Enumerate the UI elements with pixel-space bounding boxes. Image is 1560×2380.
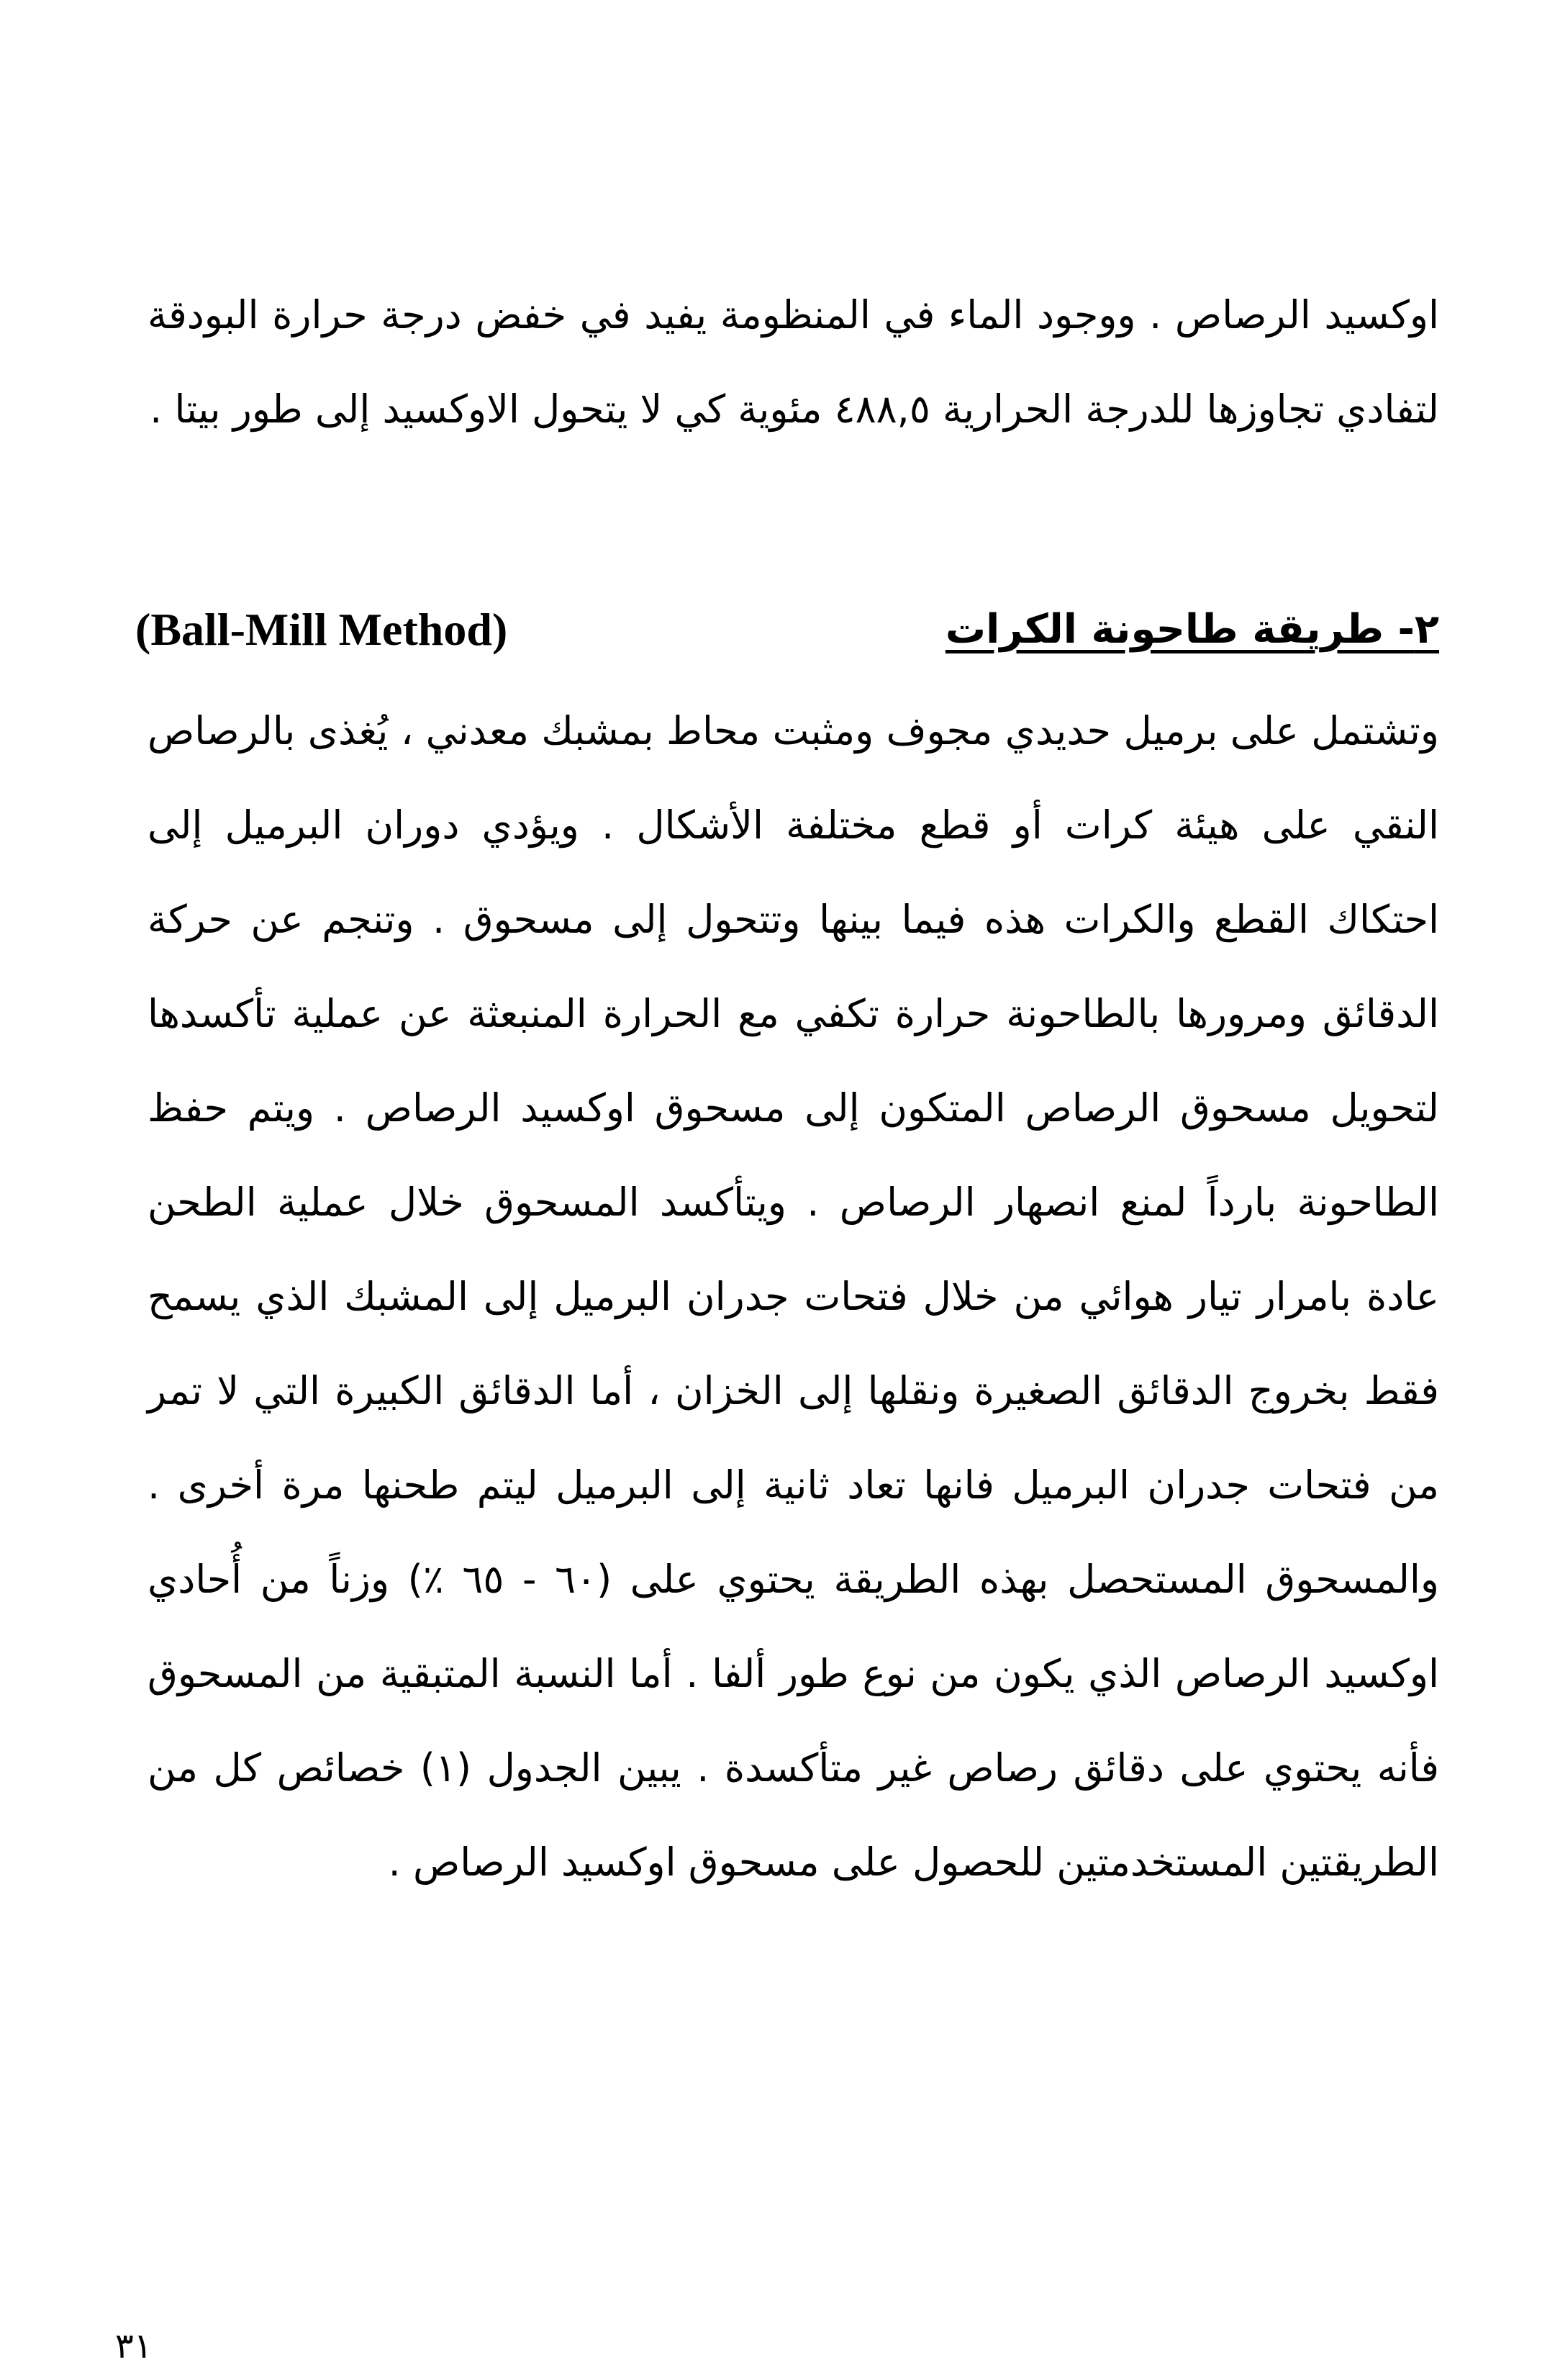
page-number: ٣١	[115, 2326, 153, 2366]
paragraph-lead-oxide-intro: اوكسيد الرصاص . ووجود الماء في المنظومة يفيد في خفض درجة حرارة البودقة لتفادي تجاوزها للدرجة الحرارية ٤٨٨,٥ مئوية كي لا يتحول الاوكسيد إلى طور بيتا .	[148, 292, 1439, 432]
section-heading-english: (Ball-Mill Method)	[135, 604, 508, 655]
paragraph-ball-mill-description: وتشتمل على برميل حديدي مجوف ومثبت محاط بمشبك معدني ، يُغذى بالرصاص النقي على هيئة كرات أو قطع مختلفة الأشكال . ويؤدي دوران البرميل إلى احتكاك القطع والكرات هذه فيما بينها وتتحول إلى مسحوق . وتنجم عن حركة الدقائق ومرورها بالطاحونة حرارة تكفي مع الحرارة المنبعثة عن عملية تأكسدها لتحويل مسحوق الرصاص المتكون إلى مسحوق اوكسيد الرصاص . ويتم حفظ الطاحونة بارداً لمنع انصهار الرصاص . ويتأكسد المسحوق خلال عملية الطحن عادة بامرار تيار هوائي من خلال فتحات جدران البرميل إلى المشبك الذي يسمح فقط بخروج الدقائق الصغيرة ونقلها إلى الخزان ، أما الدقائق الكبيرة التي لا تمر من فتحات جدران البرميل فانها تعاد ثانية إلى البرميل ليتم طحنها مرة أخرى . والمسحوق المستحصل بهذه الطريقة يحتوي على (٦٠ - ٦٥ ٪) وزناً من أُحادي اوكسيد الرصاص الذي يكون من نوع طور ألفا . أما النسبة المتبقية من المسحوق فأنه يحتوي على دقائق رصاص غير متأكسدة . يبين الجدول (١) خصائص كل من الطريقتين المستخدمتين للحصول على مسحوق اوكسيد الرصاص .	[148, 708, 1440, 1885]
section-heading	[122, 590, 1439, 669]
section-heading-arabic: ٢- طريقة طاحونة الكرات	[945, 606, 1439, 653]
